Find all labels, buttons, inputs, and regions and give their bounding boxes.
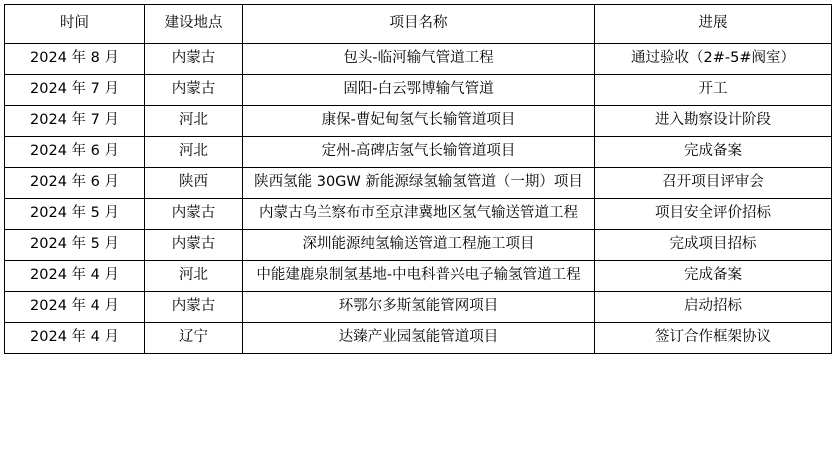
table-header [5, 5, 832, 44]
cell-name: 内蒙古乌兰察布市至京津冀地区氢气输送管道工程 [243, 199, 595, 230]
cell-place: 河北 [145, 261, 243, 292]
cell-name: 环鄂尔多斯氢能管网项目 [243, 292, 595, 323]
table-row [5, 261, 832, 292]
cell-name: 包头-临河输气管道工程 [243, 44, 595, 75]
cell-time: 2024 年 4 月 [5, 292, 145, 323]
cell-place: 辽宁 [145, 323, 243, 354]
cell-progress: 完成备案 [595, 261, 832, 292]
cell-progress: 召开项目评审会 [595, 168, 832, 199]
cell-time: 2024 年 5 月 [5, 230, 145, 261]
table-row [5, 44, 832, 75]
cell-place: 内蒙古 [145, 199, 243, 230]
table-row [5, 137, 832, 168]
cell-progress: 项目安全评价招标 [595, 199, 832, 230]
table-row [5, 292, 832, 323]
cell-place: 河北 [145, 137, 243, 168]
cell-place: 内蒙古 [145, 230, 243, 261]
cell-time: 2024 年 8 月 [5, 44, 145, 75]
cell-name: 陕西氢能 30GW 新能源绿氢输氢管道（一期）项目 [243, 168, 595, 199]
cell-progress: 签订合作框架协议 [595, 323, 832, 354]
column-header-time: 时间 [5, 5, 145, 44]
cell-place: 内蒙古 [145, 292, 243, 323]
table-row [5, 230, 832, 261]
cell-name: 深圳能源纯氢输送管道工程施工项目 [243, 230, 595, 261]
table-row [5, 168, 832, 199]
project-progress-table [4, 4, 832, 354]
cell-name: 定州-高碑店氢气长输管道项目 [243, 137, 595, 168]
cell-place: 内蒙古 [145, 75, 243, 106]
cell-time: 2024 年 6 月 [5, 137, 145, 168]
cell-place: 陕西 [145, 168, 243, 199]
cell-progress: 完成项目招标 [595, 230, 832, 261]
cell-time: 2024 年 7 月 [5, 106, 145, 137]
cell-progress: 开工 [595, 75, 832, 106]
cell-time: 2024 年 5 月 [5, 199, 145, 230]
cell-progress: 进入勘察设计阶段 [595, 106, 832, 137]
table-row [5, 106, 832, 137]
cell-name: 中能建鹿泉制氢基地-中电科普兴电子输氢管道工程 [243, 261, 595, 292]
cell-time: 2024 年 4 月 [5, 323, 145, 354]
cell-time: 2024 年 4 月 [5, 261, 145, 292]
table-row [5, 199, 832, 230]
cell-name: 达臻产业园氢能管道项目 [243, 323, 595, 354]
cell-time: 2024 年 7 月 [5, 75, 145, 106]
cell-time: 2024 年 6 月 [5, 168, 145, 199]
cell-progress: 完成备案 [595, 137, 832, 168]
column-header-name: 项目名称 [243, 5, 595, 44]
column-header-place: 建设地点 [145, 5, 243, 44]
table-header-row [5, 5, 832, 44]
table-body [5, 44, 832, 354]
cell-progress: 启动招标 [595, 292, 832, 323]
cell-name: 固阳-白云鄂博输气管道 [243, 75, 595, 106]
table-row [5, 323, 832, 354]
cell-place: 河北 [145, 106, 243, 137]
table-row [5, 75, 832, 106]
cell-name: 康保-曹妃甸氢气长输管道项目 [243, 106, 595, 137]
cell-place: 内蒙古 [145, 44, 243, 75]
cell-progress: 通过验收（2#-5#阀室） [595, 44, 832, 75]
column-header-progress: 进展 [595, 5, 832, 44]
